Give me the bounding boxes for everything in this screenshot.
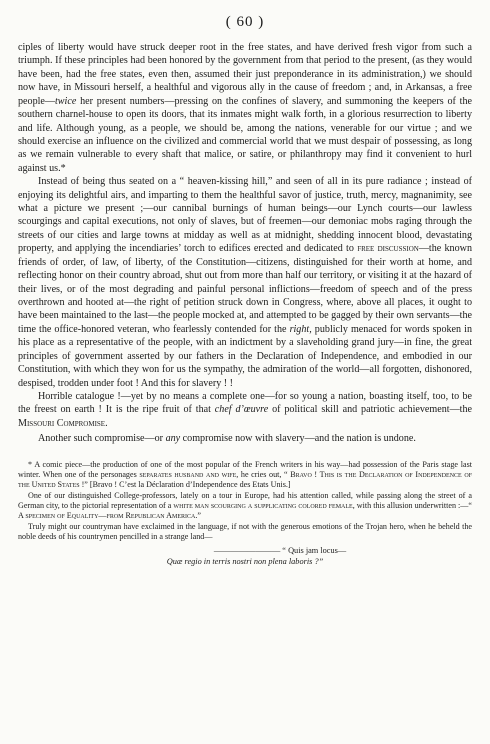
small-caps-text: separates husband and wife, — [139, 470, 239, 479]
italic-text: any — [165, 433, 181, 445]
text-run: ” [Bravo ! C’est la Déclaration d’Independence des Etats Unis.] — [84, 480, 291, 490]
footnote-paragraph — [18, 460, 472, 491]
text-run: ” — [197, 511, 201, 521]
text-run: compromise now with slavery—and the nation is undone. — [180, 433, 416, 445]
text-run: her present numbers—pressing on the confines of slavery, and summoning the keepers of the southern charnel-house to open its doors, that its inmates might walk forth, in a glorious resurrection to liberty and life. Although young, as a people, we should be, among the nations, venerable for our virtue ; and we should exercise an influence on the civilized and commercial world that we must despair of possessing, as long as we remain vulnerable to every shaft that malice, or satire, or philanthropy may find it convenient to hurl against us.* — [18, 95, 472, 174]
body-paragraph — [18, 390, 472, 430]
verse-line-2: Quæ regio in terris nostri non plena laboris ?” — [166, 557, 324, 567]
text-run: One of our distinguished College-professors, lately on a tour in Europe, had his attention called, while passing along the street of a German city, to the pictorial representation of a — [18, 490, 472, 511]
footnote-paragraph — [18, 522, 472, 543]
text-run: with this allusion underwritten :—“ — [354, 501, 472, 511]
text-run: ciples of liberty would have struck deeper root in the free states, and have derived fresh vigor from such a triumph. If these principles had been honored by the government from that period to the present, (as they would have been, had the free states, even then, assumed their just preponderance in its administration,) we should now have, in Missouri herself, a healthful and vigorous ally in the cause of freedom ; and, in Arkansas, a free people— — [18, 42, 472, 107]
italic-text: right, — [289, 323, 312, 335]
body-paragraph — [18, 432, 472, 445]
text-run: * A comic piece—the production of one of the most popular of the French writers in his way—had possession of the Paris stage last winter. When one of the personages — [18, 459, 472, 479]
text-run: Horrible catalogue !—yet by no means a complete one—for so young a nation, boasting itself, too, to be the freest on earth ! It is the ripe fruit of that — [18, 390, 472, 416]
footnote-paragraph — [18, 491, 472, 522]
small-caps-text: Bravo ! This is the Declaration of Independence of the United States ! — [18, 470, 472, 490]
small-caps-text: white man scourging a supplicating colored female, — [173, 501, 355, 511]
text-run: —the known friends of order, of law, of liberty, of the Constitution—citizens, distinguished for their worth at home, and reflecting honor on their country abroad, shut out from more than half our territory, or visiting it at the hazard of their lives, or of the most degrading and painful personal inflictions—freedom of speech and of the press overthrown and hooted at—the right of petition struck down in Congress, where, above all places, it ought to have been maintained to the last—the people mocked at, and attempted to be gagged by their own servants—the time the office-honored veteran, who fearlessly contended for the — [18, 243, 472, 335]
text-run: he cries out, “ — [238, 470, 291, 479]
page-number: ( 60 ) — [225, 14, 265, 30]
text-run: Truly might our countryman have exclaimed in the language, if not with the generous emotions of the Trojan hero, when he beheld the noble deeds of his countrymen pencilled in a strange land— — [18, 521, 472, 542]
text-run: Instead of being thus seated on a “ heaven-kissing hill,” and seen of all in its pure radiance ; instead of enjoying its delightful airs, and imparting to them the healthful savor of justice, truth, mercy, magnanimity, see what a picture we present ;—our cannibal burnings of human beings—our Lynch courts—our lawless scourgings and capital executions, not only of slaves, but of freemen—our demoniac mobs raging through the streets of our cities and large towns at midday as well as at midnight, shedding innocent blood, devastating property, and applying the incendiaries’ torch to edifices erected and dedicated to — [18, 176, 472, 255]
small-caps-text: free discussion — [357, 243, 419, 255]
body-paragraph — [18, 175, 472, 390]
text-run: Another such compromise—or — [38, 433, 166, 445]
text-run: of political skill and patriotic achievement—the — [268, 404, 472, 416]
small-caps-text: Missouri Compromise. — [18, 417, 108, 429]
small-caps-text: A specimen of Equality—from Republican America. — [18, 511, 198, 521]
footnotes — [18, 460, 472, 543]
italic-text: twice — [55, 95, 77, 107]
italic-text: chef d’œuvre — [214, 404, 269, 416]
text-run: publicly menaced for words spoken in his place as a representative of the people, with an indictment by a slaveholding grand jury—in fine, the great principles of government asserted by our fathers in the Declaration of Independence, and embodied in our Constitution, with which they won for us the sympathy, the admiration of the world—all forgotten, dishonored, despised, trodden under foot ! And this for slavery ! ! — [18, 323, 472, 389]
verse-quote — [18, 545, 472, 567]
body-text — [18, 41, 472, 446]
verse-line-1: ———————— “ Quis jam locus— — [213, 546, 347, 556]
body-paragraph — [18, 41, 472, 175]
